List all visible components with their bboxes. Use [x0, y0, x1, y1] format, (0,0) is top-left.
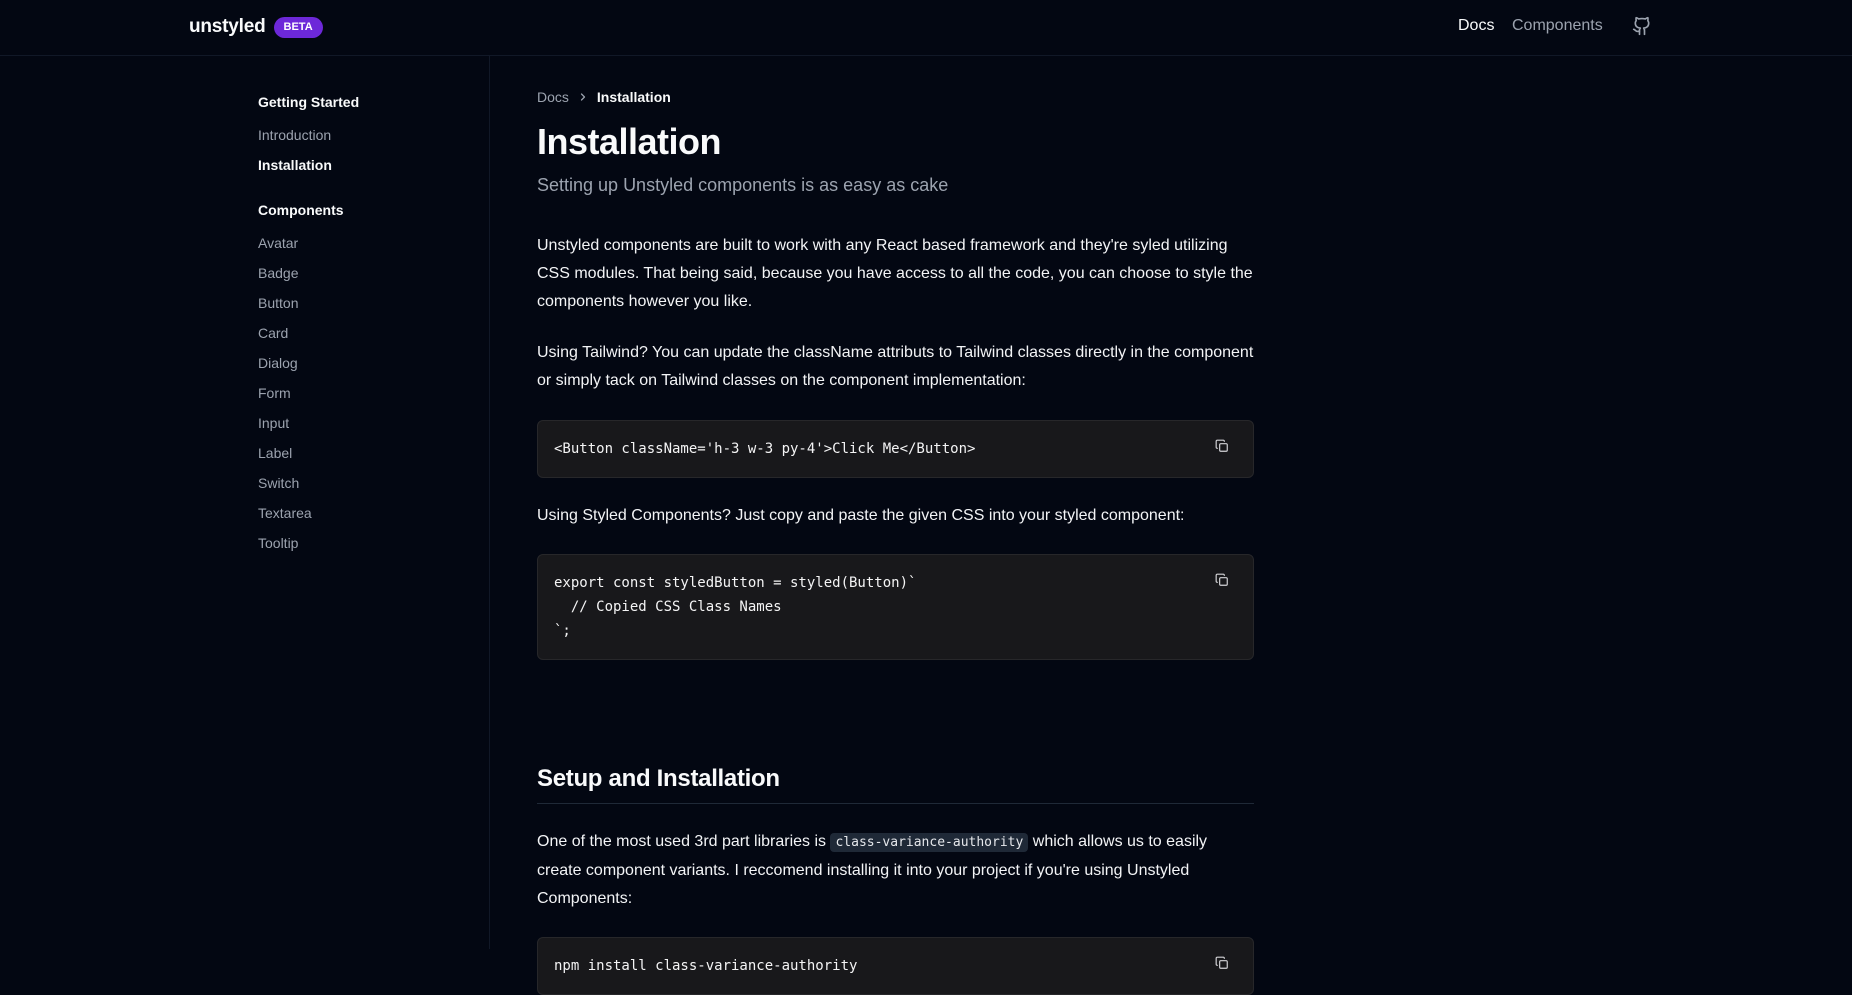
code-block-styled [537, 554, 1254, 660]
inline-code-cva: class-variance-authority [830, 833, 1028, 852]
sidebar-item-switch[interactable]: Switch [258, 475, 300, 491]
sidebar-item-badge[interactable]: Badge [258, 265, 299, 281]
github-icon[interactable] [1632, 16, 1652, 36]
copy-icon[interactable] [1215, 573, 1229, 587]
brand-logo-text[interactable]: unstyled [189, 16, 266, 37]
sidebar-item-tooltip[interactable]: Tooltip [258, 535, 299, 551]
section-heading-setup: Setup and Installation [537, 765, 1254, 804]
code-snippet: export const styledButton = styled(Button)` // Copied CSS Class Names `; [554, 575, 917, 639]
paragraph-intro: Unstyled components are built to work with any React based framework and they're syled utilizing CSS modules. That being said, because you have access to all the code, you can choose to style the components however you like. [537, 237, 1253, 310]
beta-badge: BETA [274, 17, 323, 38]
breadcrumb-current: Installation [596, 89, 671, 105]
sidebar-item-installation[interactable]: Installation [258, 157, 332, 173]
sidebar-heading-getting-started: Getting Started [258, 94, 360, 110]
sidebar-item-introduction[interactable]: Introduction [258, 127, 332, 143]
paragraph-tailwind: Using Tailwind? You can update the className attributs to Tailwind classes directly in the component or simply tack on Tailwind classes on the component implementation: [537, 344, 1254, 389]
top-navigation-bar [0, 0, 1852, 56]
nav-docs-link[interactable]: Docs [1458, 17, 1495, 34]
nav-components-link[interactable]: Components [1512, 17, 1603, 34]
code-block-npm [537, 937, 1254, 995]
page-title: Installation [537, 121, 722, 162]
code-snippet: <Button className='h-3 w-3 py-4'>Click Me</Button> [554, 441, 976, 457]
code-block-tailwind [537, 420, 1254, 478]
sidebar [0, 56, 490, 949]
sidebar-heading-components: Components [258, 202, 344, 218]
paragraph-text: which allows us to easily create component variants. I reccomend installing it into your project if you're using Unstyled Components: [537, 833, 1208, 907]
paragraph-styled-components: Using Styled Components? Just copy and paste the given CSS into your styled component: [537, 507, 1185, 524]
sidebar-item-avatar[interactable]: Avatar [258, 235, 299, 251]
sidebar-item-dialog[interactable]: Dialog [258, 355, 298, 371]
sidebar-item-input[interactable]: Input [258, 415, 290, 431]
paragraph-cva [537, 828, 1254, 913]
paragraph-text: One of the most used 3rd part libraries is [537, 833, 831, 850]
copy-icon[interactable] [1215, 439, 1229, 453]
sidebar-item-label[interactable]: Label [258, 445, 293, 461]
brand[interactable] [189, 14, 323, 40]
breadcrumb-docs-link[interactable]: Docs [537, 89, 569, 105]
sidebar-item-button[interactable]: Button [258, 295, 299, 311]
sidebar-item-card[interactable]: Card [258, 325, 289, 341]
breadcrumb [537, 89, 671, 105]
sidebar-item-textarea[interactable]: Textarea [258, 505, 312, 521]
code-snippet: npm install class-variance-authority [554, 958, 858, 974]
sidebar-item-form[interactable]: Form [258, 385, 291, 401]
chevron-right-icon [577, 91, 589, 103]
copy-icon[interactable] [1215, 956, 1229, 970]
page-lead: Setting up Unstyled components is as easy as cake [537, 175, 949, 195]
